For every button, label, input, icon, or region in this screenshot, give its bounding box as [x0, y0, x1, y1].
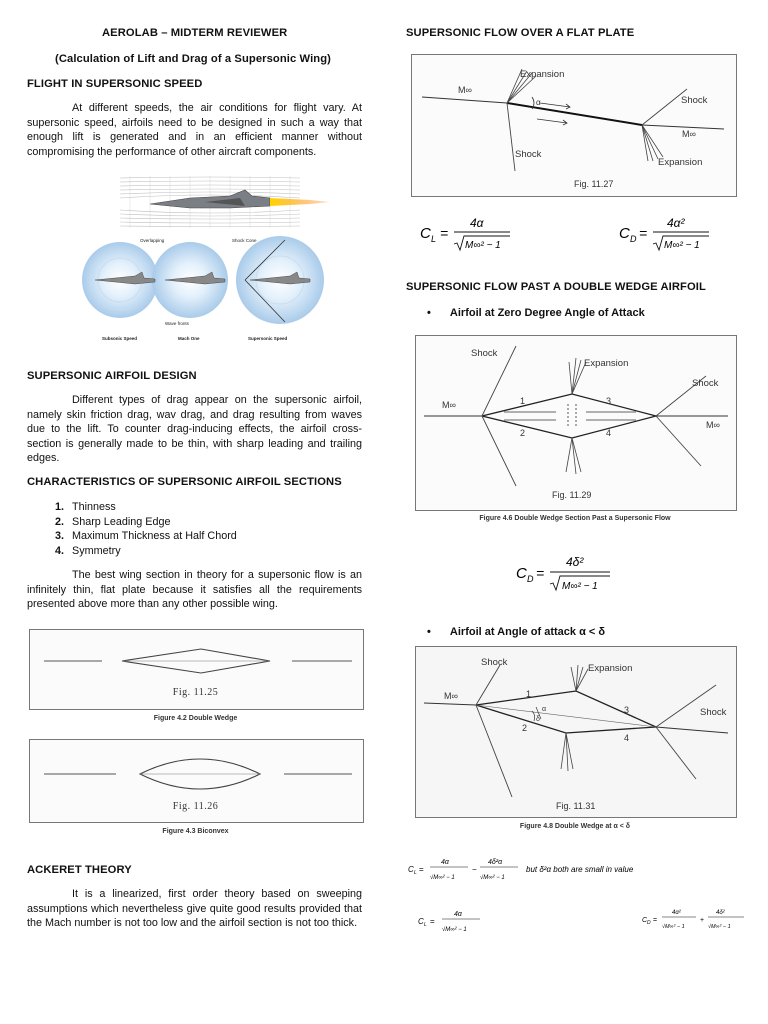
svg-text:√M∞² − 1: √M∞² − 1 — [430, 875, 455, 881]
document-subtitle: (Calculation of Lift and Drag of a Supersonic Wing) — [55, 53, 331, 65]
equation-drag-coefficient — [617, 214, 727, 254]
region-2-label: 2 — [522, 723, 528, 733]
equation-lift-full — [406, 852, 656, 886]
svg-text:C: C — [418, 917, 424, 926]
svg-text:=: = — [430, 917, 435, 926]
expansion-label: Expansion — [584, 358, 629, 369]
equation-lift-simple — [416, 904, 496, 938]
svg-text:√M∞² − 1: √M∞² − 1 — [480, 875, 505, 881]
expansion-bottom-label: Expansion — [658, 157, 703, 168]
shock-right-label: Shock — [681, 95, 708, 106]
document-title: AEROLAB – MIDTERM REVIEWER — [102, 27, 288, 39]
expansion-top-label: Expansion — [520, 69, 565, 80]
region-4-label: 4 — [624, 733, 630, 743]
figure-double-wedge-aoa — [415, 646, 737, 818]
list-item: 4. Symmetry — [55, 544, 121, 557]
figure-caption-double-wedge-section: Figure 4.6 Double Wedge Section Past a Supersonic Flow — [479, 515, 671, 522]
paragraph-airfoil-design: Different types of drag appear on the supersonic airfoil, namely skin friction drag, wav drag, and drag resulting from waves due to the lift. To counter drag-inducing effects, the airfoil cross-section is generally made to be thin, with sharp leading and trailing edges. — [27, 394, 362, 465]
supersonic-label: Supersonic Speed — [248, 336, 288, 341]
svg-text:4α²: 4α² — [667, 216, 685, 230]
minf-right-label: M∞ — [682, 129, 696, 139]
svg-text:√M∞² − 1: √M∞² − 1 — [442, 927, 467, 933]
supersonic-speed-illustration — [80, 172, 341, 347]
figure-caption-double-wedge-aoa: Figure 4.8 Double Wedge at α < δ — [519, 823, 631, 830]
region-1-label: 1 — [526, 689, 532, 699]
svg-text:=: = — [639, 225, 648, 241]
svg-text:4α: 4α — [441, 859, 449, 866]
equation-lift-coefficient — [418, 214, 528, 254]
svg-text:4δ²: 4δ² — [716, 910, 725, 916]
svg-text:M∞² − 1: M∞² − 1 — [465, 240, 501, 251]
paragraph-ackeret-theory: It is a linearized, first order theory based on sweeping assumptions which nevertheless give quite good results provided that the Mach number is not too low and the airfoil section is not too thick. — [27, 888, 362, 930]
shock-right-label: Shock — [700, 707, 727, 718]
svg-text:L: L — [431, 234, 437, 244]
svg-text:L: L — [414, 870, 417, 876]
svg-text:C: C — [642, 917, 648, 924]
shock-left-label: Shock — [471, 348, 498, 359]
fig-11-31-label: Fig. 11.31 — [556, 801, 596, 811]
figure-flat-plate — [411, 54, 737, 197]
shock-left-label: Shock — [481, 657, 508, 668]
minf-label: M∞ — [444, 691, 458, 701]
svg-text:+: + — [700, 917, 705, 924]
fig-11-25-label: Fig. 11.25 — [172, 687, 219, 698]
svg-text:4α²: 4α² — [672, 910, 681, 916]
minf-right-label: M∞ — [706, 420, 720, 430]
paragraph-flight-supersonic: At different speeds, the air conditions for flight vary. At supersonic speed, airfoils need to be designed in such a way that enough lift is generated and in an efficient manner without compromising the performance of other aircraft components. — [27, 102, 362, 158]
svg-text:C: C — [408, 865, 414, 874]
svg-text:4α: 4α — [454, 911, 462, 918]
region-3-label: 3 — [624, 705, 630, 715]
svg-text:4δ²: 4δ² — [566, 555, 584, 569]
figure-caption-biconvex: Figure 4.3 Biconvex — [162, 828, 229, 835]
figure-caption-double-wedge: Figure 4.2 Double Wedge — [153, 715, 238, 722]
fig-11-27-label: Fig. 11.27 — [574, 179, 614, 189]
svg-text:=: = — [653, 917, 658, 924]
region-4-label: 4 — [606, 428, 612, 438]
svg-text:C: C — [420, 225, 431, 242]
bullet-icon: • — [427, 626, 431, 638]
svg-text:C: C — [516, 565, 527, 582]
bullet-zero-aoa: • Airfoil at Zero Degree Angle of Attack — [427, 307, 645, 319]
heading-characteristics: CHARACTERISTICS OF SUPERSONIC AIRFOIL SECTIONS — [27, 476, 342, 488]
list-item: 2. Sharp Leading Edge — [55, 515, 171, 528]
heading-flat-plate-flow: SUPERSONIC FLOW OVER A FLAT PLATE — [406, 27, 635, 39]
overlapping-label: Overlapping — [140, 238, 165, 243]
shock-bottom-label: Shock — [515, 149, 542, 160]
minf-label: M∞ — [442, 400, 456, 410]
svg-text:4α: 4α — [470, 216, 484, 230]
list-item: 3. Maximum Thickness at Half Chord — [55, 530, 237, 543]
svg-text:L: L — [424, 922, 427, 928]
svg-text:4δ²α: 4δ²α — [488, 859, 503, 866]
delta-label: δ — [536, 716, 540, 723]
region-3-label: 3 — [606, 396, 612, 406]
svg-text:=: = — [440, 225, 449, 241]
svg-text:D: D — [527, 574, 534, 584]
svg-text:=: = — [419, 865, 424, 874]
svg-text:M∞² − 1: M∞² − 1 — [664, 240, 700, 251]
region-1-label: 1 — [520, 396, 526, 406]
svg-text:D: D — [647, 920, 651, 926]
mach-one-label: Mach One — [178, 336, 200, 341]
figure-double-wedge-zero-aoa — [415, 335, 737, 511]
fig-11-29-label: Fig. 11.29 — [552, 490, 592, 500]
heading-airfoil-design: SUPERSONIC AIRFOIL DESIGN — [27, 370, 197, 382]
equation-drag-full — [640, 902, 750, 936]
shock-right-label: Shock — [692, 378, 719, 389]
region-2-label: 2 — [520, 428, 526, 438]
alpha-label: α — [542, 706, 547, 713]
alpha-label: α — [536, 98, 541, 107]
svg-text:C: C — [619, 225, 630, 242]
svg-text:√M∞² − 1: √M∞² − 1 — [662, 924, 685, 930]
wave-fronts-label: Wave fronts — [165, 321, 189, 326]
heading-flight-supersonic: FLIGHT IN SUPERSONIC SPEED — [27, 78, 203, 90]
expansion-label: Expansion — [588, 663, 633, 674]
fig-11-26-label: Fig. 11.26 — [172, 801, 219, 812]
heading-ackeret-theory: ACKERET THEORY — [27, 864, 132, 876]
svg-text:−: − — [472, 865, 477, 874]
heading-double-wedge-flow: SUPERSONIC FLOW PAST A DOUBLE WEDGE AIRFOIL — [406, 281, 706, 293]
bullet-icon: • — [427, 307, 431, 319]
equation-drag-double-wedge — [514, 552, 624, 596]
bullet-aoa-less-delta: • Airfoil at Angle of attack α < δ — [427, 626, 606, 638]
shock-cone-label: Shock Cone — [232, 238, 257, 243]
subsonic-label: Subsonic Speed — [102, 336, 138, 341]
minf-label: M∞ — [458, 85, 472, 95]
svg-text:D: D — [630, 234, 637, 244]
equation-note: but δ²α both are small in value — [526, 865, 634, 874]
characteristics-list — [27, 500, 357, 558]
list-item: 1. Thinness — [55, 501, 116, 513]
svg-text:=: = — [536, 565, 545, 581]
svg-text:M∞² − 1: M∞² − 1 — [562, 581, 598, 592]
svg-text:√M∞² − 1: √M∞² − 1 — [708, 924, 731, 930]
paragraph-flat-plate: The best wing section in theory for a supersonic flow is an infinitely thin, flat plate because it satisfies all the requirements presented above more than any other possible wing. — [27, 569, 362, 611]
